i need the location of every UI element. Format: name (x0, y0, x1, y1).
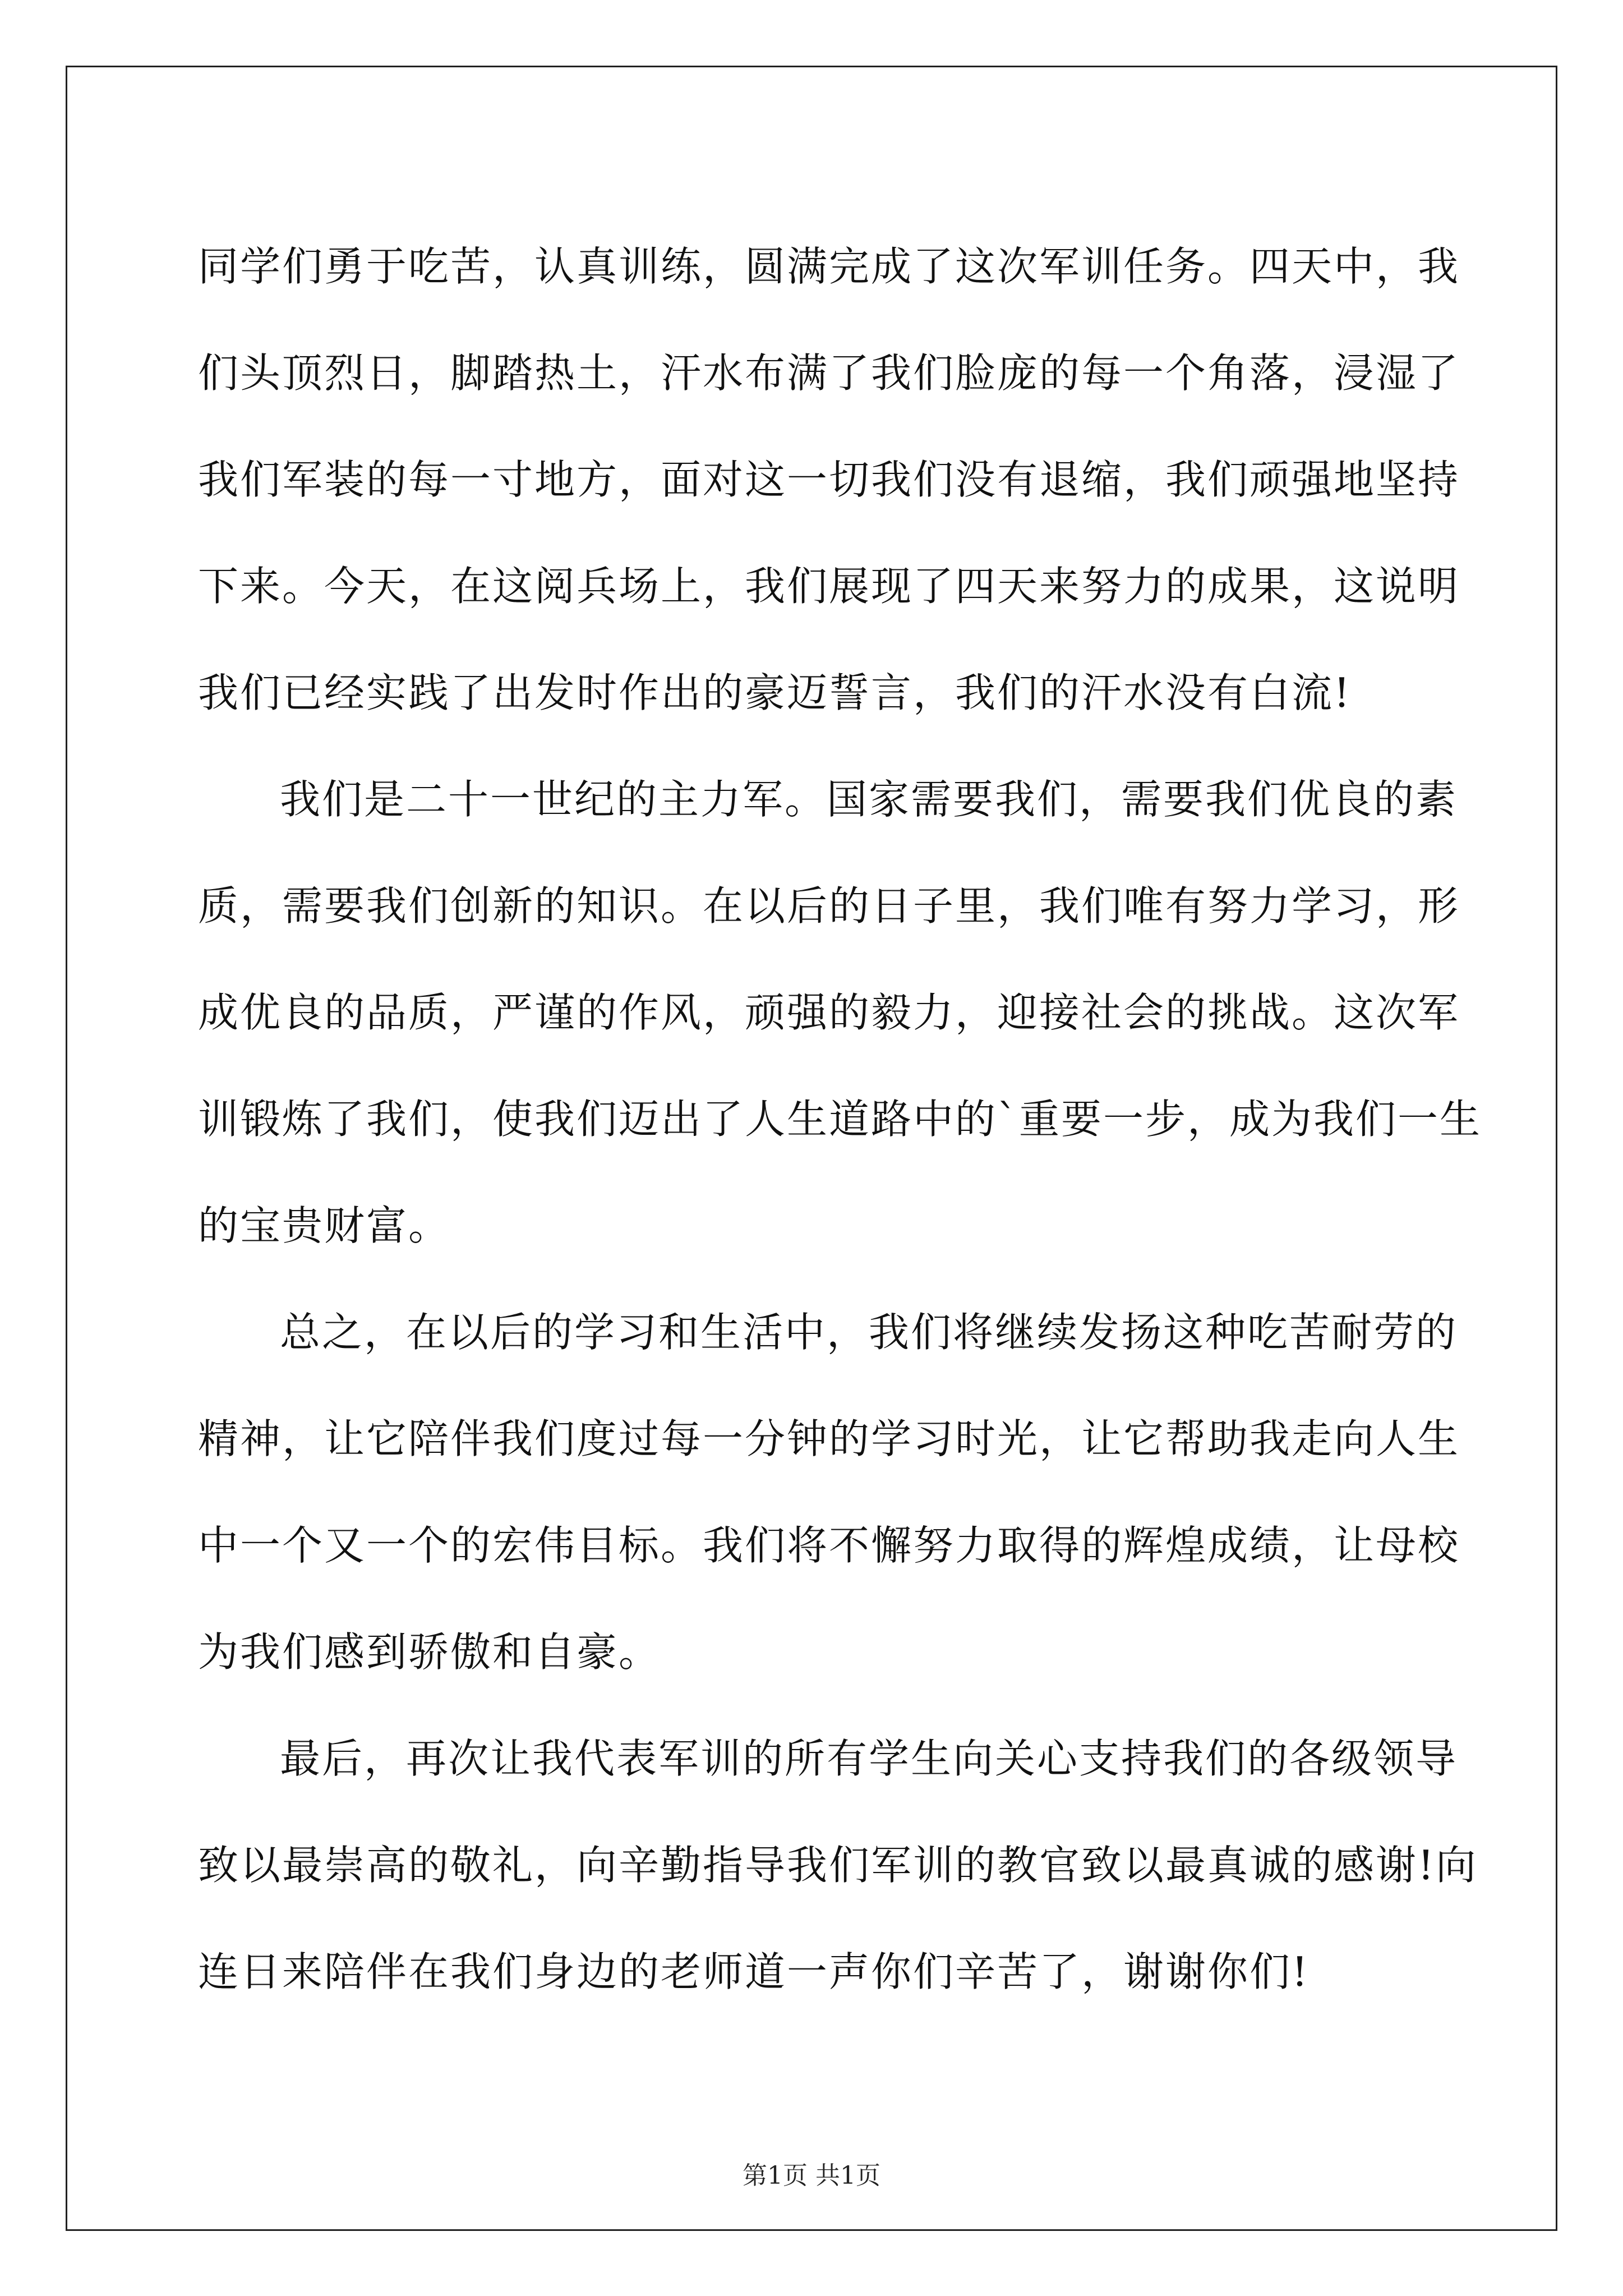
text-line: 我们军装的每一寸地方，面对这一切我们没有退缩，我们顽强地坚持 (198, 456, 1460, 503)
text-line: 成优良的品质，严谨的作风，顽强的毅力，迎接社会的挑战。这次军 (198, 989, 1460, 1036)
text-line: 我们已经实践了出发时作出的豪迈誓言，我们的汗水没有白流! (198, 669, 1352, 716)
text-line: 连日来陪伴在我们身边的老师道一声你们辛苦了，谢谢你们! (198, 1948, 1310, 1995)
text-line: 训锻炼了我们，使我们迈出了人生道路中的`重要一步，成为我们一生 (198, 1096, 1482, 1143)
paragraph (198, 1279, 1460, 1705)
text-line: 的宝贵财富。 (198, 1202, 451, 1249)
text-line: 中一个又一个的宏伟目标。我们将不懈努力取得的辉煌成绩，让母校 (198, 1522, 1460, 1569)
text-line: 精神，让它陪伴我们度过每一分钟的学习时光，让它帮助我走向人生 (198, 1415, 1460, 1462)
page-footer: 第1页 共1页 (743, 2161, 880, 2190)
paragraph (198, 213, 1460, 746)
text-line: 我们是二十一世纪的主力军。国家需要我们，需要我们优良的素 (280, 776, 1458, 823)
text-line: 为我们感到骄傲和自豪。 (198, 1628, 661, 1676)
paragraph (198, 746, 1482, 1279)
text-line: 同学们勇于吃苦，认真训练，圆满完成了这次军训任务。四天中，我 (198, 243, 1460, 290)
text-line: 质，需要我们创新的知识。在以后的日子里，我们唯有努力学习，形 (198, 882, 1460, 930)
document-body (198, 213, 1482, 2025)
paragraph (198, 1705, 1478, 2025)
text-line: 总之，在以后的学习和生活中，我们将继续发扬这种吃苦耐劳的 (280, 1309, 1458, 1356)
text-line: 致以最崇高的敬礼，向辛勤指导我们军训的教官致以最真诚的感谢!向 (198, 1842, 1478, 1889)
text-line: 最后，再次让我代表军训的所有学生向关心支持我们的各级领导 (280, 1735, 1458, 1782)
text-line: 下来。今天，在这阅兵场上，我们展现了四天来努力的成果，这说明 (198, 563, 1460, 610)
text-line: 们头顶烈日，脚踏热土，汗水布满了我们脸庞的每一个角落，浸湿了 (198, 349, 1460, 397)
